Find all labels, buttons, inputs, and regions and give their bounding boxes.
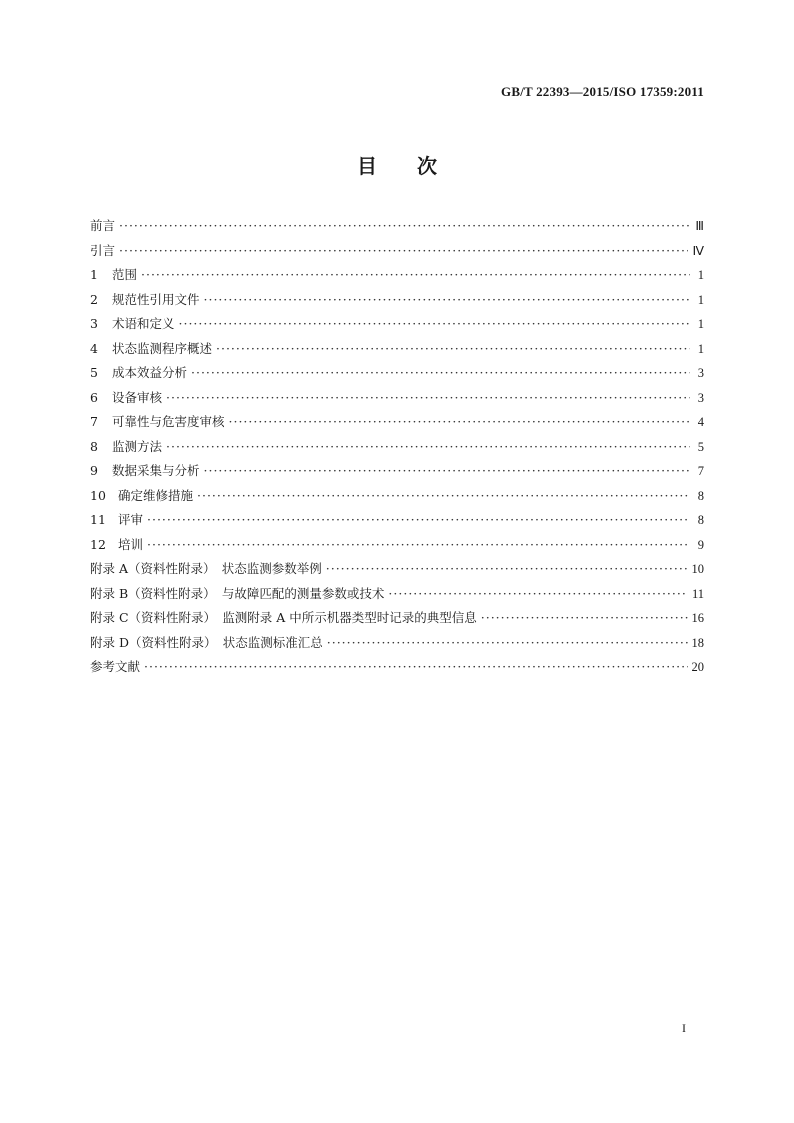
toc-leader-dots <box>191 363 690 383</box>
toc-entry-page: 16 <box>691 611 704 625</box>
toc-leader-dots <box>141 265 690 285</box>
toc-entry-number: 2 <box>90 291 98 307</box>
toc-entry-label: 引言 <box>90 242 116 258</box>
page-number: I <box>682 1021 686 1035</box>
toc-leader-dots <box>204 461 690 481</box>
toc-entry-label: 术语和定义 <box>112 316 175 331</box>
toc-entry-number: 10 <box>90 487 106 503</box>
toc-entry-label: 可靠性与危害度审核 <box>112 414 225 429</box>
toc-entry-number: 7 <box>90 414 98 429</box>
toc-entry[interactable] <box>90 388 704 413</box>
toc-entry[interactable] <box>90 339 704 364</box>
toc-entry[interactable] <box>90 437 704 462</box>
toc-entry-page: 4 <box>697 415 704 429</box>
toc-entry-number: 5 <box>90 365 98 380</box>
toc-entry-number: 4 <box>90 340 98 356</box>
toc-entry[interactable] <box>90 486 704 511</box>
toc-entry-page: 5 <box>697 439 704 454</box>
toc-entry-label: 确定维修措施 <box>118 487 194 503</box>
toc-entry-page: 1 <box>697 341 704 356</box>
toc-leader-dots <box>166 388 690 408</box>
toc-entry-label: 监测方法 <box>112 438 163 454</box>
toc-entry[interactable] <box>90 633 704 658</box>
toc-entry-label: 附录 B（资料性附录） 与故障匹配的测量参数或技术 <box>90 585 385 601</box>
toc-entry-number: 3 <box>90 316 98 331</box>
toc-entry[interactable] <box>90 412 704 437</box>
toc-entry[interactable] <box>90 559 704 584</box>
toc-entry-number: 8 <box>90 438 98 454</box>
toc-entry[interactable] <box>90 363 704 388</box>
toc-entry[interactable] <box>90 510 704 535</box>
toc-entry-label: 培训 <box>118 536 144 552</box>
toc-entry[interactable] <box>90 535 704 560</box>
toc-entry-number: 9 <box>90 463 98 478</box>
toc-entry-page: 1 <box>697 292 704 307</box>
toc-entry-label: 附录 A（资料性附录） 状态监测参数举例 <box>90 561 322 576</box>
toc-leader-dots <box>229 412 690 432</box>
toc-entry-page: 8 <box>697 488 704 503</box>
toc-leader-dots <box>147 510 690 530</box>
toc-entry[interactable] <box>90 314 704 339</box>
toc-entry-page: 20 <box>691 660 704 674</box>
table-of-contents <box>90 216 704 682</box>
toc-entry-number: 6 <box>90 389 98 405</box>
toc-entry[interactable] <box>90 608 704 633</box>
toc-leader-dots <box>216 339 690 359</box>
toc-entry-page: 1 <box>697 317 704 331</box>
toc-entry-label: 规范性引用文件 <box>112 291 200 307</box>
toc-entry-label: 附录 C（资料性附录） 监测附录 A 中所示机器类型时记录的典型信息 <box>90 610 477 625</box>
toc-entry[interactable] <box>90 265 704 290</box>
toc-entry-page: 9 <box>697 537 704 552</box>
toc-entry-page: 7 <box>697 464 704 478</box>
toc-leader-dots <box>147 535 690 555</box>
toc-entry-number: 11 <box>90 512 106 527</box>
toc-leader-dots <box>326 559 688 579</box>
toc-entry-label: 设备审核 <box>112 389 163 405</box>
toc-leader-dots <box>119 216 690 236</box>
toc-entry[interactable] <box>90 290 704 315</box>
toc-entry-page: 11 <box>691 586 704 601</box>
toc-entry-label: 参考文献 <box>90 659 141 674</box>
toc-entry-label: 前言 <box>90 218 116 233</box>
toc-entry-page: 10 <box>691 562 704 576</box>
toc-entry-number: 1 <box>90 267 98 282</box>
toc-leader-dots <box>179 314 690 334</box>
toc-entry[interactable] <box>90 241 704 266</box>
toc-entry-number: 12 <box>90 536 106 552</box>
toc-leader-dots <box>144 657 687 677</box>
toc-entry-page: Ⅲ <box>695 219 704 233</box>
toc-entry-page: 18 <box>691 635 704 650</box>
toc-leader-dots <box>204 290 690 310</box>
page-title: 目次 <box>357 154 477 178</box>
toc-entry[interactable] <box>90 216 704 241</box>
toc-entry-page: Ⅳ <box>692 243 704 258</box>
toc-leader-dots <box>388 584 688 604</box>
toc-entry-page: 1 <box>697 268 704 282</box>
toc-leader-dots <box>197 486 690 506</box>
toc-entry-label: 附录 D（资料性附录） 状态监测标准汇总 <box>90 634 323 650</box>
toc-entry-label: 评审 <box>118 512 144 527</box>
toc-leader-dots <box>481 608 688 628</box>
toc-entry[interactable] <box>90 657 704 682</box>
toc-leader-dots <box>166 437 690 457</box>
toc-entry-label: 状态监测程序概述 <box>112 340 213 356</box>
toc-entry-page: 3 <box>697 366 704 380</box>
toc-leader-dots <box>327 633 688 653</box>
toc-entry[interactable] <box>90 584 704 609</box>
toc-entry-label: 数据采集与分析 <box>112 463 200 478</box>
toc-entry[interactable] <box>90 461 704 486</box>
toc-leader-dots <box>119 241 688 261</box>
toc-entry-label: 范围 <box>112 267 138 282</box>
toc-entry-label: 成本效益分析 <box>112 365 188 380</box>
standard-code: GB/T 22393—2015/ISO 17359:2011 <box>501 84 704 99</box>
toc-entry-page: 3 <box>697 390 704 405</box>
toc-entry-page: 8 <box>697 513 704 527</box>
